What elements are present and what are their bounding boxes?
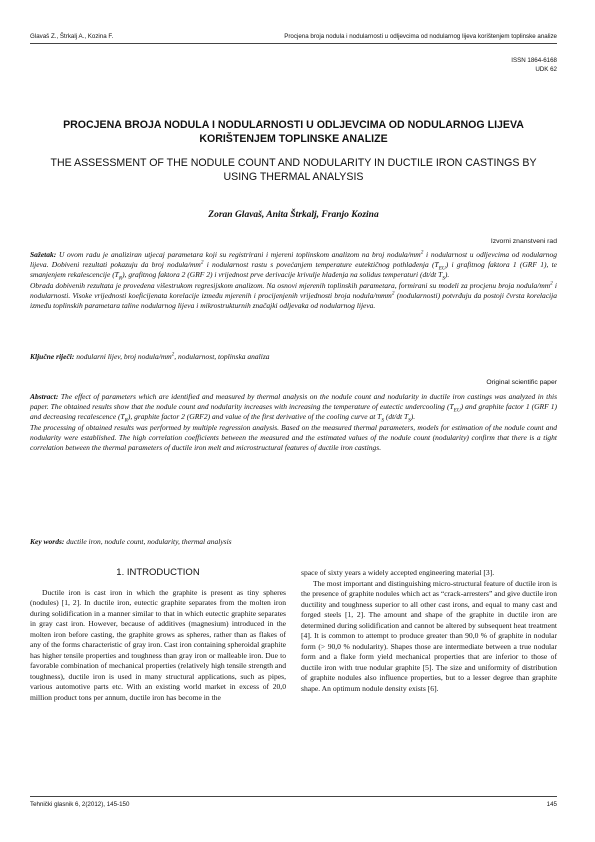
paper-type-croatian: Izvorni znanstveni rad — [490, 238, 557, 245]
left-column — [30, 568, 286, 703]
authors: Zoran Glavaš, Anita Štrkalj, Franjo Kozina — [208, 210, 379, 220]
kljucne-label: Ključne riječi: — [30, 352, 75, 361]
running-header-authors: Glavaš Z., Štrkalj A., Kozina F. — [30, 33, 114, 40]
abstract-paragraph-1: Abstract: The effect of parameters which are identified and measured by thermal analysis on the nodule count and nodularity in ductile iron castings was analyzed in this paper. The obtained results show that the nodule count and nodularity increases with increasing the temperature of eutectic undercooling $(T_{EU})$ and graphite factor 1 (GRF 1) and decreasing recalescence $(T_R)$, graphite factor 2 (GRF2) and value of the first derivative of the cooling curve at $T_S$ (dt/dt $T_S$). — [30, 392, 557, 424]
intro-paragraph: Ductile iron is cast iron in which the graphite is present as tiny spheres (nodules) [1, 2]. In ductile iron, eutectic graphite separates from the molten iron during solidification in a manner similar to that in which eutectic graphite separates in gray cast iron. However, because of additives (magnesium) introduced in the molten iron before casting, the graphite grows as spheres, rather than as flakes of any of the forms characteristic of gray iron. Cast iron containing spheroidal graphite has higher tensile properties and toughness than gray iron or malleable iron. Due to favorable combination of mechanical properties (relatively high tensile strength and toughness), ductile iron is used in many structural applications, such as pipes, various automotive parts etc. With an existing world market in excess of 20,0 million product tons per annum, ductile iron has become in the — [30, 587, 286, 702]
issn-number: ISSN 1864-6168 — [511, 57, 557, 64]
key-words: Key words: ductile iron, nodule count, nodularity, thermal analysis — [30, 537, 232, 546]
sazetak-block — [30, 250, 557, 311]
title-croatian: PROCJENA BROJA NODULA I NODULARNOSTI U ODLJEVCIMA OD NODULARNOG LIJEVA KORIŠTENJEM TOPLINSKE ANALIZE — [63, 119, 524, 145]
intro-paragraph-continued: space of sixty years a widely accepted engineering material [3]. — [301, 568, 495, 577]
kljucne-rijeci: Ključne riječi: nodularni lijev, broj nodula/$mm^2$, nodularnost, toplinska analiza — [30, 351, 270, 361]
sazetak-label: Sažetak: — [30, 250, 57, 259]
abstract-paragraph-2: The processing of obtained results was performed by multiple regression analysis. Based on the measured thermal parameters, models for estimation of the nodule count and nodularity were established. The high correlation coefficients between the measured and the estimated values of the nodule count (nodularity) confirm that there is a tight correlation between the thermal parameters of ductile iron melt and microstructural features of ductile iron castings. — [30, 422, 557, 453]
right-column — [301, 568, 557, 694]
udk-number: UDK 62 — [535, 65, 557, 73]
sazetak-paragraph-2: Obrada dobivenih rezultata je provedena višestrukom regresijskom analizom. Na osnovi mjerenih toplinskih parametara, formirani su modeli za procjenu broja nodula/$mm^2$ i nodularnosti. Visoke vrijednosti koeficijenata korelacije između mjerenih i procijenjenih vrijednosti broja nodula/mmm$^2$ (nodularnosti) potvrđuju da postoji čvrsta korelacija između toplinskih parametara taline nodularnog lijeva i mikrostrukturnih značajki odljevaka od nodularnog lijeva. — [30, 280, 557, 311]
key-words-label: Key words: — [30, 537, 65, 546]
running-header-title: Procjena broja nodula i nodularnosti u odljevcima od nodularnog lijeva korištenjem toplinske analize — [284, 33, 557, 40]
title-english: THE ASSESSMENT OF THE NODULE COUNT AND NODULARITY IN DUCTILE IRON CASTINGS BY USING THERMAL ANALYSIS — [50, 157, 537, 183]
intro-paragraph-2: The most important and distinguishing micro-structural feature of ductile iron is the presence of graphite nodules which act as “crack-arresters” and give ductile iron ductility and toughness superior to all other cast irons, and equal to many cast and forged steels [1, 2]. The amount and shape of the graphite in ductile iron are determined during solidification and cannot be altered by subsequent heat treatment [4]. It is common to attempt to produce greater than 90,0 % of graphite in nodular form (> 90,0 % nodularity). Shapes those are intermediate between a true nodular form and a flake form yield mechanical properties that are inferior to those of ductile iron with true nodular graphite [5]. The size and uniformity of distribution of graphite nodules also influence properties, but to a lesser degree than graphite shape. An optimum nodule density exists [6]. — [301, 578, 557, 693]
footer-journal: Tehnički glasnik 6, 2(2012), 145-150 — [30, 801, 130, 808]
footer-rule — [30, 796, 557, 797]
header-rule — [30, 43, 557, 44]
paper-type-english: Original scientific paper — [486, 379, 557, 386]
section-heading-introduction: 1. INTRODUCTION — [116, 567, 200, 578]
abstract-label: Abstract: — [30, 392, 59, 401]
page-number: 145 — [546, 801, 557, 808]
issn-block — [511, 57, 557, 74]
sazetak-paragraph-1: Sažetak: U ovom radu je analiziran utjecaj parametara koji su registrirani i mjereni toplinskom analizom na broj nodula/$mm^2$ i nodularnost u odljevcima od nodularnog lijeva. Dobiveni rezultati pokazuju da broj nodula/$mm^2$ i nodularnost rastu s povećanjem temperature eutektičnog pothlađenja $(T_{EU})$ i grafitnog faktora 1 (GRF 1), te smanjenjem rekalescencije $(T_R)$, grafitnog faktora 2 (GRF 2) i vrijednost prve derivacije krivulje hlađenja na solidus temperaturi (dt/dt $T_S$). — [30, 249, 557, 282]
abstract-block — [30, 392, 557, 453]
